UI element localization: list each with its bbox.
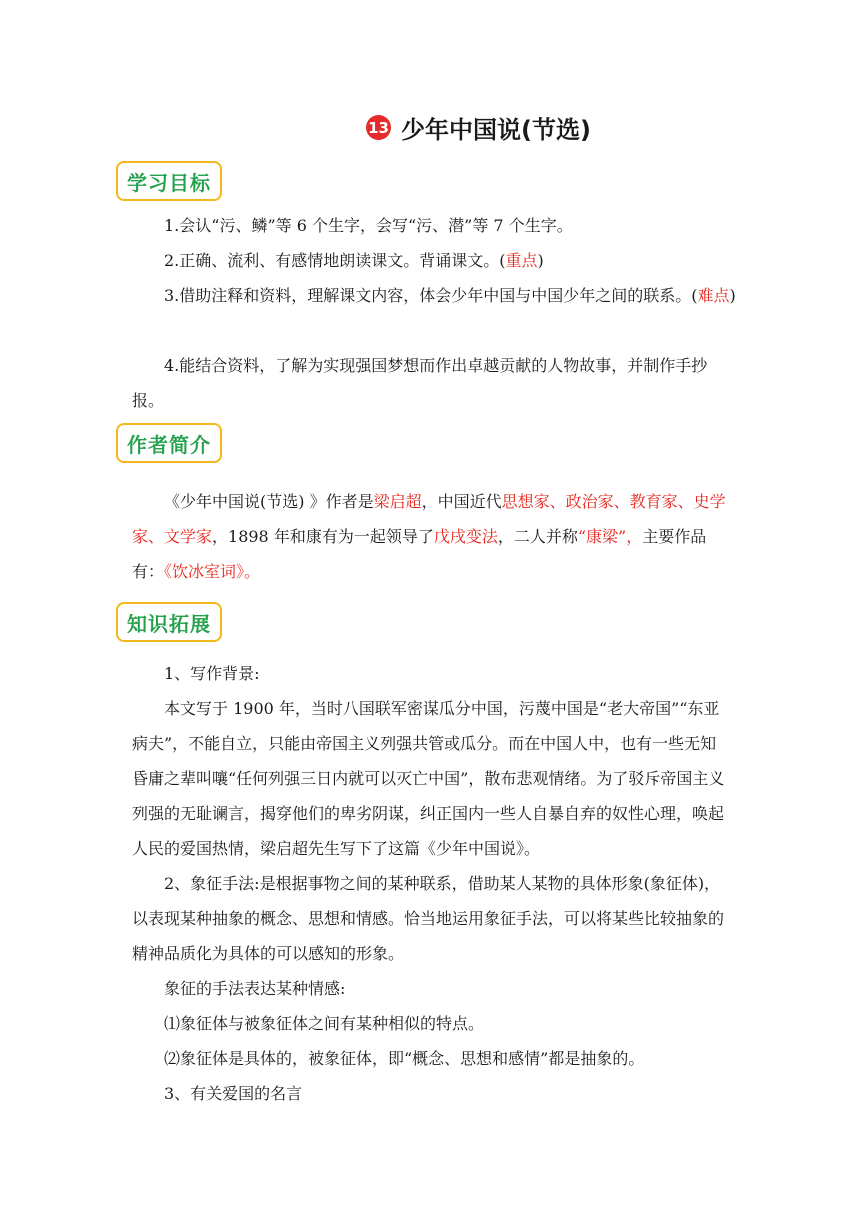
goal-2-end: ) [537, 251, 544, 270]
author-text-1: 《少年中国说(节选) 》作者是 [164, 492, 374, 511]
author-roles: 思想家、政治家、教育家、史学家、文学家 [132, 492, 726, 546]
knowledge-1-heading: 1、写作背景: [164, 664, 260, 683]
goal-item-3 [132, 278, 744, 313]
goal-item-4: 4.能结合资料，了解为实现强国梦想而作出卓越贡献的人物故事，并制作手抄报。 [132, 356, 708, 410]
knowledge-3-heading: 3、有关爱国的名言 [164, 1084, 303, 1103]
author-paragraph [132, 484, 732, 589]
knowledge-2-item-2: ⑵象征体是具体的，被象征体，即“概念、思想和感情”都是抽象的。 [164, 1049, 645, 1068]
author-text-4: ，二人并称 [497, 527, 578, 546]
section-heading-knowledge: 知识拓展 [116, 602, 222, 642]
goal-2-tag: 重点 [505, 251, 538, 270]
goal-item-2 [132, 243, 732, 278]
section-heading-author: 作者简介 [116, 423, 222, 463]
author-text-2: ，中国近代 [421, 492, 502, 511]
author-text-5: 主要作品有： [132, 527, 707, 581]
goal-item-1: 1.会认“污、鳞”等 6 个生字，会写“污、潜”等 7 个生字。 [164, 216, 573, 235]
knowledge-2-subheading: 象征的手法表达某种情感: [164, 979, 346, 998]
author-nickname: “康梁”， [577, 527, 643, 546]
knowledge-2-body: 2、象征手法:是根据事物之间的某种联系，借助某人某物的具体形象(象征体)，以表现某种抽象的概念、思想和情感。恰当地运用象征手法，可以将某些比较抽象的精神品质化为具体的可以感知的形象。 [132, 874, 725, 963]
author-text-3: ，1898 年和康有为一起领导了 [212, 527, 434, 546]
lesson-number-badge: 13 [366, 115, 391, 140]
goal-3-end: ) [729, 286, 736, 305]
author-works: 《饮冰室词》。 [164, 562, 261, 581]
author-name: 梁启超 [373, 492, 422, 511]
section-heading-goals: 学习目标 [116, 161, 222, 201]
knowledge-2-item-1: ⑴象征体与被象征体之间有某种相似的特点。 [164, 1014, 485, 1033]
goal-2-text: 2.正确、流利、有感情地朗读课文。背诵课文。( [164, 251, 506, 270]
goal-3-text: 3.借助注释和资料，理解课文内容，体会少年中国与中国少年之间的联系。( [164, 286, 698, 305]
knowledge-1-body: 本文写于 1900 年，当时八国联军密谋瓜分中国，污蔑中国是“老大帝国”“东亚病夫”，不能自立，只能由帝国主义列强共管或瓜分。而在中国人中，也有一些无知昏庸之辈叫嚷“任何列强三日内就可以灭亡中国”，散布悲观情绪。为了驳斥帝国主义列强的无耻谰言，揭穿他们的卑劣阴谋，纠正国内一些人自暴自弃的奴性心理，唤起人民的爱国热情，梁启超先生写下了这篇《少年中国说》。 [132, 699, 725, 858]
lesson-title: 少年中国说(节选) [401, 116, 591, 144]
goal-3-tag: 难点 [697, 286, 730, 305]
page-title [366, 110, 591, 145]
author-event: 戊戌变法 [433, 527, 498, 546]
